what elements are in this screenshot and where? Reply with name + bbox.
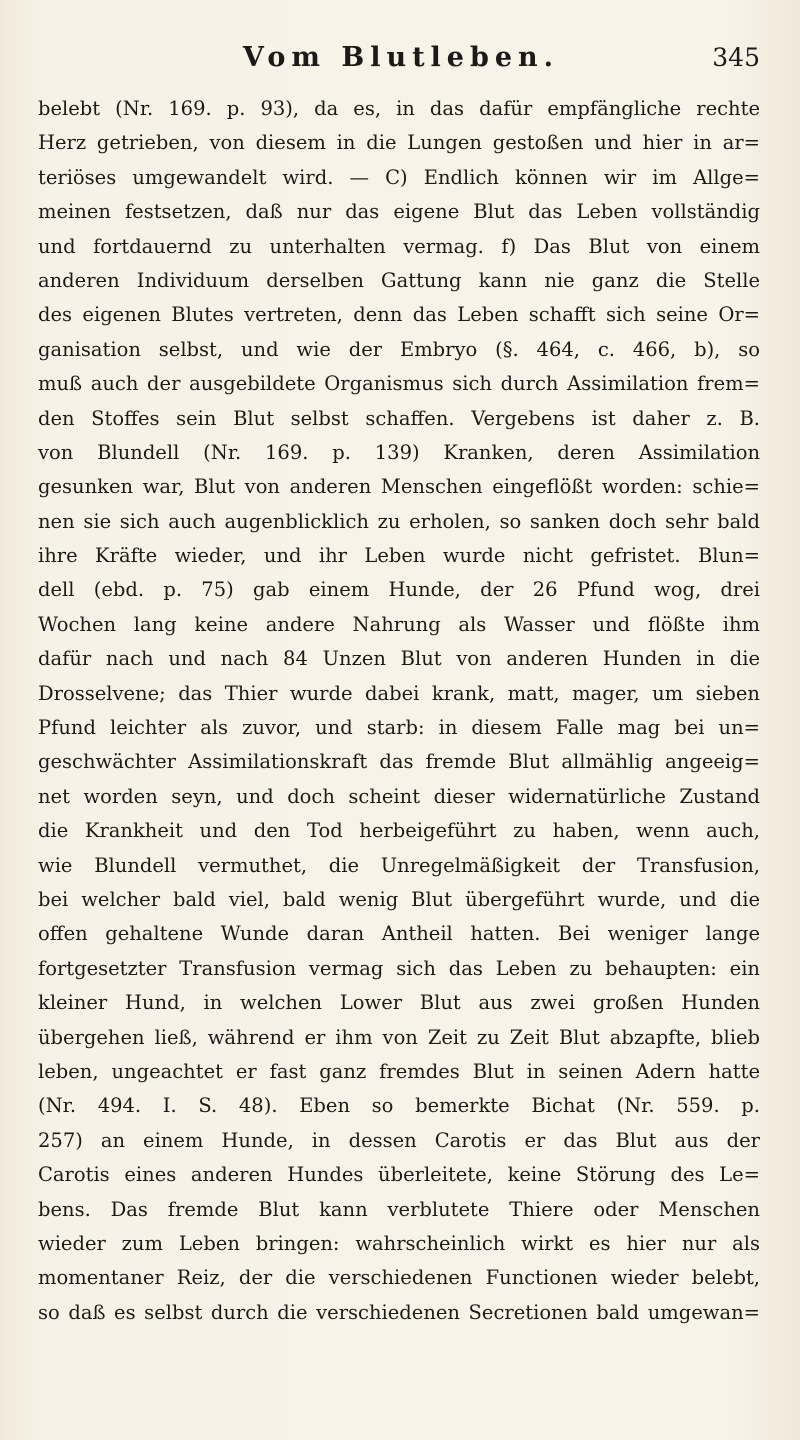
text-line: so daß es selbst durch die verschiedenen Secretionen bald umgewan=: [38, 1300, 760, 1324]
text-line: kleiner Hund, in welchen Lower Blut aus zwei großen Hunden: [38, 991, 760, 1015]
body-text: [38, 92, 760, 1330]
text-line: von Blundell (Nr. 169. p. 139) Kranken, deren Assimilation: [38, 440, 760, 464]
text-line: ganisation selbst, und wie der Embryo (§. 464, c. 466, b), so: [38, 337, 760, 361]
text-line: dell (ebd. p. 75) gab einem Hunde, der 26 Pfund wog, drei: [38, 578, 760, 602]
page-number: 345: [712, 43, 760, 72]
text-line: und fortdauernd zu unterhalten vermag. f) Das Blut von einem: [38, 234, 760, 258]
text-line: anderen Individuum derselben Gattung kann nie ganz die Stelle: [38, 268, 760, 292]
text-line: wie Blundell vermuthet, die Unregelmäßigkeit der Transfusion,: [38, 853, 760, 877]
text-line: bens. Das fremde Blut kann verblutete Thiere oder Menschen: [38, 1197, 760, 1221]
text-line: 257) an einem Hunde, in dessen Carotis er das Blut aus der: [38, 1128, 760, 1152]
text-line: die Krankheit und den Tod herbeigeführt zu haben, wenn auch,: [38, 819, 760, 843]
text-line: Drosselvene; das Thier wurde dabei krank, matt, mager, um sieben: [38, 681, 760, 705]
text-line: den Stoffes sein Blut selbst schaffen. Vergebens ist daher z. B.: [38, 406, 760, 430]
text-line: Pfund leichter als zuvor, und starb: in diesem Falle mag bei un=: [38, 716, 760, 740]
text-line: (Nr. 494. I. S. 48). Eben so bemerkte Bichat (Nr. 559. p.: [38, 1094, 760, 1118]
text-line: teriöses umgewandelt wird. — C) Endlich können wir im Allge=: [38, 165, 760, 189]
text-line: wieder zum Leben bringen: wahrscheinlich wirkt es hier nur als: [38, 1231, 760, 1255]
text-line: momentaner Reiz, der die verschiedenen Functionen wieder belebt,: [38, 1266, 760, 1290]
text-line: Herz getrieben, von diesem in die Lungen gestoßen und hier in ar=: [38, 131, 760, 155]
text-line: nen sie sich auch augenblicklich zu erholen, so sanken doch sehr bald: [38, 509, 760, 533]
text-line: ihre Kräfte wieder, und ihr Leben wurde nicht gefristet. Blun=: [38, 544, 760, 568]
text-line: bei welcher bald viel, bald wenig Blut übergeführt wurde, und die: [38, 887, 760, 911]
text-line: fortgesetzter Transfusion vermag sich das Leben zu behaupten: ein: [38, 956, 760, 980]
text-line: Wochen lang keine andere Nahrung als Wasser und flößte ihm: [38, 612, 760, 636]
text-line: Carotis eines anderen Hundes überleitete, keine Störung des Le=: [38, 1163, 760, 1187]
text-line: meinen festsetzen, daß nur das eigene Blut das Leben vollständig: [38, 200, 760, 224]
text-line: geschwächter Assimilationskraft das fremde Blut allmählig angeeig=: [38, 750, 760, 774]
text-line: belebt (Nr. 169. p. 93), da es, in das dafür empfängliche rechte: [38, 97, 760, 120]
running-head: [42, 38, 760, 78]
text-line: leben, ungeachtet er fast ganz fremdes Blut in seinen Adern hatte: [38, 1059, 760, 1083]
text-line: des eigenen Blutes vertreten, denn das Leben schafft sich seine Or=: [38, 303, 760, 327]
text-line: dafür nach und nach 84 Unzen Blut von anderen Hunden in die: [38, 647, 760, 671]
text-line: gesunken war, Blut von anderen Menschen eingeflößt worden: schie=: [38, 475, 760, 499]
text-line: net worden seyn, und doch scheint dieser widernatürliche Zustand: [38, 784, 760, 808]
text-line: offen gehaltene Wunde daran Antheil hatten. Bei weniger lange: [38, 922, 760, 946]
running-title: Vom Blutleben.: [242, 42, 560, 73]
text-line: übergehen ließ, während er ihm von Zeit zu Zeit Blut abzapfte, blieb: [38, 1025, 760, 1049]
text-line: muß auch der ausgebildete Organismus sich durch Assimilation frem=: [38, 372, 760, 396]
